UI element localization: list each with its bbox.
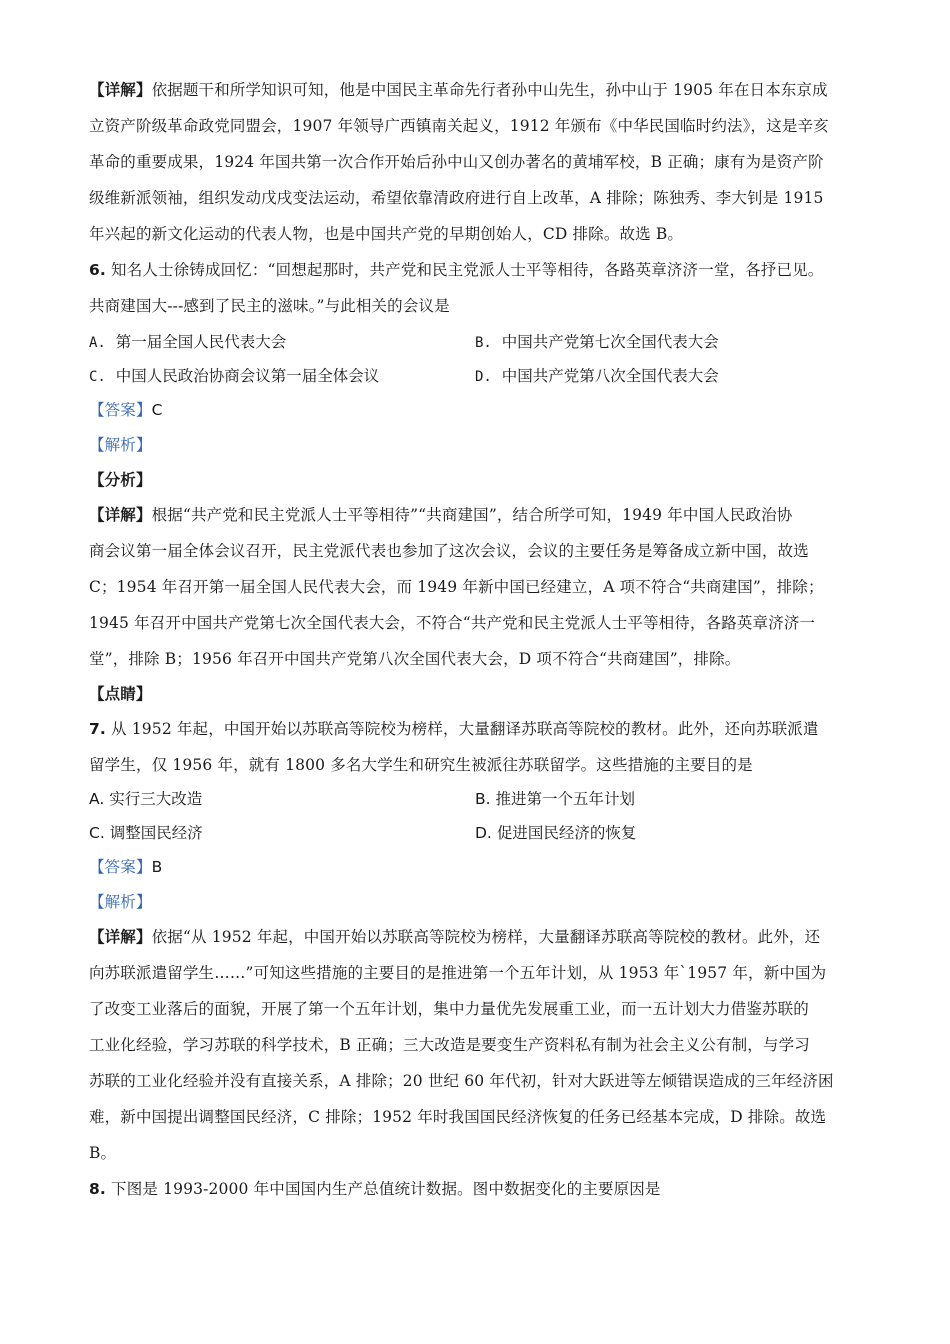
q6-detail-line-1: 【详解】根据“共产党和民主党派人士平等相待”“共商建国”，结合所学可知，1949 年中国人民政治协 (89, 505, 793, 524)
q7-detail-line-7: B。 (89, 1144, 117, 1162)
q7-analysis-tag: 【解析】 (89, 893, 152, 911)
q7-option-c: C. 调整国民经济 (89, 824, 203, 842)
q7-detail-line-6: 难，新中国提出调整国民经济，C 排除；1952 年时我国国民经济恢复的任务已经基本完成，D 排除。故选 (89, 1108, 827, 1126)
q6-detail-line-4: 1945 年召开中国共产党第七次全国代表大会，不符合“共产党和民主党派人士平等相待，各路英章济济一 (89, 614, 816, 632)
q7-option-b: B. 推进第一个五年计划 (475, 790, 636, 808)
q6-detail-line-3: C；1954 年召开第一届全国人民代表大会，而 1949 年新中国已经建立，A 项不符合“共商建国”，排除； (89, 578, 824, 596)
question-number: 6. (89, 261, 106, 279)
q6-dianjing-tag: 【点睛】 (89, 684, 152, 703)
q6-stem-line-1: 6. 知名人士徐铸成回忆：“回想起那时，共产党和民主党派人士平等相待，各路英章济济一堂，各抒已见。 (89, 261, 824, 279)
q6-analysis-tag: 【解析】 (89, 436, 152, 454)
q5-detail-line-2: 立资产阶级革命政党同盟会，1907 年领导广西镇南关起义，1912 年颁布《中华民国临时约法》，这是辛亥 (89, 117, 829, 135)
q5-detail-line-4: 级维新派领袖，组织发动戊戌变法运动，希望依靠清政府进行自上改革，A 排除；陈独秀、李大钊是 1915 (89, 189, 824, 207)
detail-tag: 【详解】 (89, 505, 152, 524)
detail-tag: 【详解】 (89, 80, 152, 99)
q7-option-d: D. 促进国民经济的恢复 (475, 824, 637, 842)
q5-detail-line-5: 年兴起的新文化运动的代表人物，也是中国共产党的早期创始人，CD 排除。故选 B。 (89, 225, 684, 243)
q7-detail-line-5: 苏联的工业化经验并没有直接关系，A 排除；20 世纪 60 年代初，针对大跃进等左倾错误造成的三年经济困 (89, 1072, 834, 1090)
q7-detail-line-3: 了改变工业落后的面貌，开展了第一个五年计划，集中力量优先发展重工业，而一五计划大力借鉴苏联的 (89, 1000, 809, 1018)
question-number: 7. (89, 720, 106, 738)
q5-detail-line-3: 革命的重要成果，1924 年国共第一次合作开始后孙中山又创办著名的黄埔军校，B 正确；康有为是资产阶 (89, 153, 824, 171)
q6-option-c: C. 中国人民政治协商会议第一届全体会议 (89, 367, 380, 385)
q7-answer: 【答案】B (89, 858, 163, 876)
q8-stem: 8. 下图是 1993-2000 年中国国内生产总值统计数据。图中数据变化的主要原因是 (89, 1180, 661, 1198)
q6-answer: 【答案】C (89, 401, 163, 419)
q6-detail-line-2: 商会议第一届全体会议召开，民主党派代表也参加了这次会议，会议的主要任务是筹备成立新中国，故选 (89, 542, 809, 560)
question-number: 8. (89, 1180, 106, 1198)
q7-stem-line-2: 留学生，仅 1956 年，就有 1800 多名大学生和研究生被派往苏联留学。这些措施的主要目的是 (89, 756, 753, 774)
detail-tag: 【详解】 (89, 927, 152, 946)
q6-detail-line-5: 堂”，排除 B；1956 年召开中国共产党第八次全国代表大会，D 项不符合“共商建国”，排除。 (89, 650, 741, 668)
q7-detail-line-4: 工业化经验，学习苏联的科学技术，B 正确；三大改造是要变生产资料私有制为社会主义公有制，与学习 (89, 1036, 810, 1054)
q7-option-a: A. 实行三大改造 (89, 790, 203, 808)
q6-fenxi-tag: 【分析】 (89, 470, 152, 489)
q6-option-d: D. 中国共产党第八次全国代表大会 (475, 367, 719, 385)
q6-stem-line-2: 共商建国大---感到了民主的滋味。”与此相关的会议是 (89, 297, 450, 315)
q7-detail-line-2: 向苏联派遣留学生……”可知这些措施的主要目的是推进第一个五年计划，从 1953 年`1957 年，新中国为 (89, 964, 827, 982)
q7-detail-line-1: 【详解】依据“从 1952 年起，中国开始以苏联高等院校为榜样，大量翻译苏联高等院校的教材。此外，还 (89, 927, 821, 946)
q6-option-b: B. 中国共产党第七次全国代表大会 (475, 333, 719, 351)
q5-detail-line-1: 【详解】依据题干和所学知识可知，他是中国民主革命先行者孙中山先生，孙中山于 1905 年在日本东京成 (89, 80, 828, 99)
q7-stem-line-1: 7. 从 1952 年起，中国开始以苏联高等院校为榜样，大量翻译苏联高等院校的教材。此外，还向苏联派遣 (89, 720, 819, 738)
q6-option-a: A. 第一届全国人民代表大会 (89, 333, 287, 351)
